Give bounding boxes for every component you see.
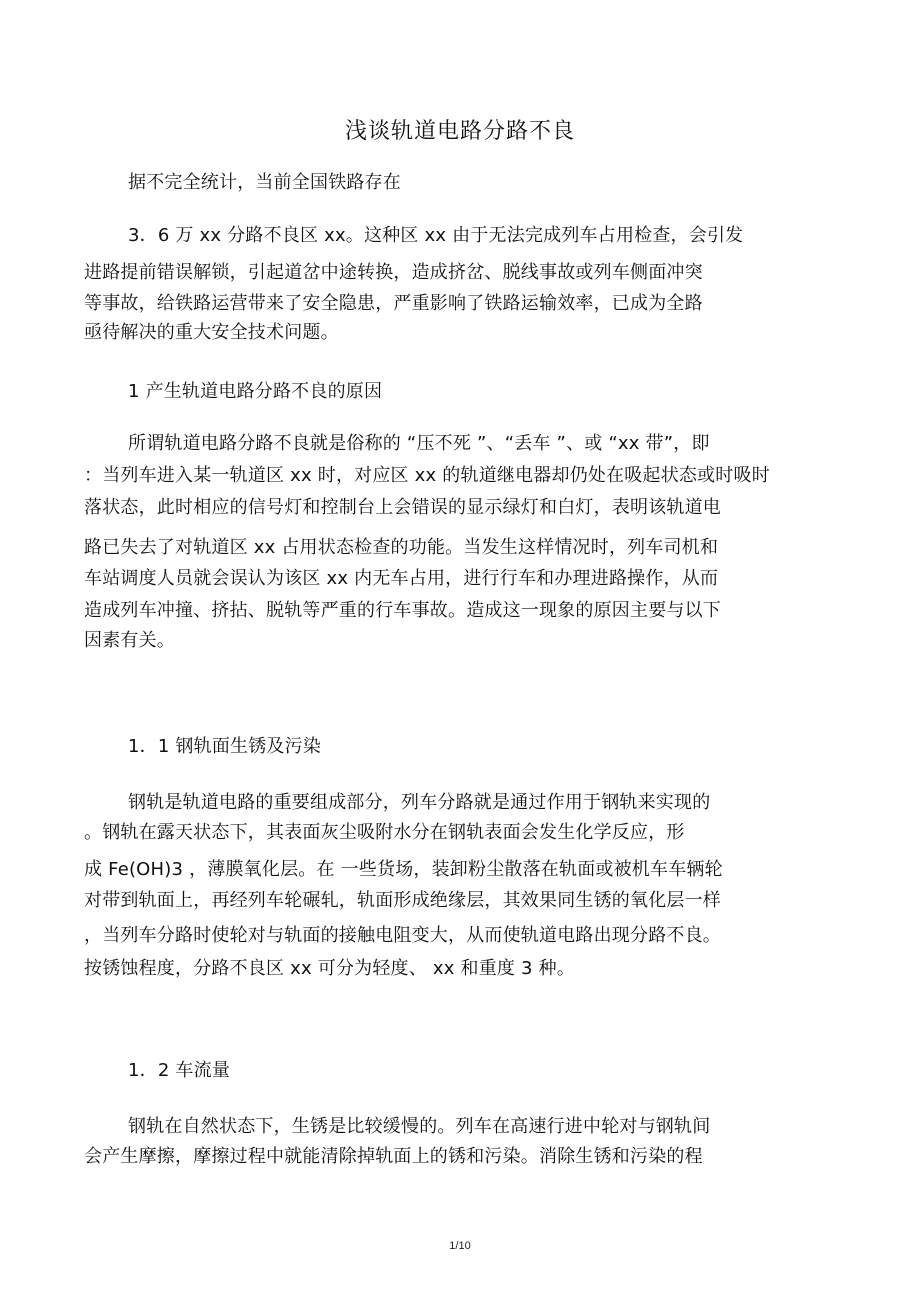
paragraph-line: ：当列车进入某一轨道区 xx 时，对应区 xx 的轨道继电器却仍处在吸起状态或时吸时 [84, 465, 770, 486]
paragraph-line: 。钢轨在露天状态下，其表面灰尘吸附水分在钢轨表面会发生化学反应，形 [84, 822, 685, 843]
paragraph-line: 对带到轨面上，再经列车轮碾轧，轨面形成绝缘层，其效果同生锈的氧化层一样 [84, 890, 721, 911]
document-title: 浅谈轨道电路分路不良 [344, 119, 575, 144]
section-heading: 1 产生轨道电路分路不良的原因 [128, 381, 383, 402]
paragraph-line: 车站调度人员就会误认为该区 xx 内无车占用，进行行车和办理进路操作，从而 [84, 568, 719, 589]
paragraph-line: 造成列车冲撞、挤拈、脱轨等严重的行车事故。造成这一现象的原因主要与以下 [84, 600, 721, 621]
paragraph-line: 按锈蚀程度，分路不良区 xx 可分为轻度、 xx 和重度 3 种。 [84, 958, 575, 979]
section-heading: 1．1 钢轨面生锈及污染 [128, 736, 322, 757]
paragraph-line: 所谓轨道电路分路不良就是俗称的 “压不死 ”、“丢车 ”、或 “xx 带”，即 [128, 433, 710, 454]
paragraph-line: 因素有关。 [84, 630, 175, 651]
paragraph-line: 路已失去了对轨道区 xx 占用状态检查的功能。当发生这样情况时，列车司机和 [84, 537, 719, 558]
paragraph-line: 等事故，给铁路运营带来了安全隐患，严重影响了铁路运输效率，已成为全路 [84, 293, 703, 314]
paragraph-line: 进路提前错误解锁，引起道岔中途转换，造成挤岔、脱线事故或列车侧面冲突 [84, 262, 703, 283]
paragraph-line: 亟待解决的重大安全技术问题。 [84, 322, 339, 343]
section-heading: 1．2 车流量 [128, 1060, 231, 1081]
paragraph-line: ，当列车分路时使轮对与轨面的接触电阻变大，从而使轨道电路出现分路不良。 [84, 925, 721, 946]
paragraph-line: 据不完全统计，当前全国铁路存在 [128, 172, 401, 193]
paragraph-line: 钢轨是轨道电路的重要组成部分，列车分路就是通过作用于钢轨来实现的 [128, 792, 711, 813]
paragraph-line: 钢轨在自然状态下，生锈是比较缓慢的。列车在高速行进中轮对与钢轨间 [128, 1116, 711, 1137]
paragraph-line: 会产生摩擦，摩擦过程中就能清除掉轨面上的锈和污染。消除生锈和污染的程 [84, 1146, 703, 1167]
paragraph-line: 成 Fe(OH)3 ，薄膜氧化层。在 一些货场，装卸粉尘散落在轨面或被机车车辆轮 [84, 859, 723, 880]
page-number: 1/10 [449, 1240, 471, 1252]
paragraph-line: 落状态，此时相应的信号灯和控制台上会错误的显示绿灯和白灯，表明该轨道电 [84, 497, 721, 518]
paragraph-line: 3．6 万 xx 分路不良区 xx。这种区 xx 由于无法完成列车占用检查，会引发 [128, 225, 744, 246]
